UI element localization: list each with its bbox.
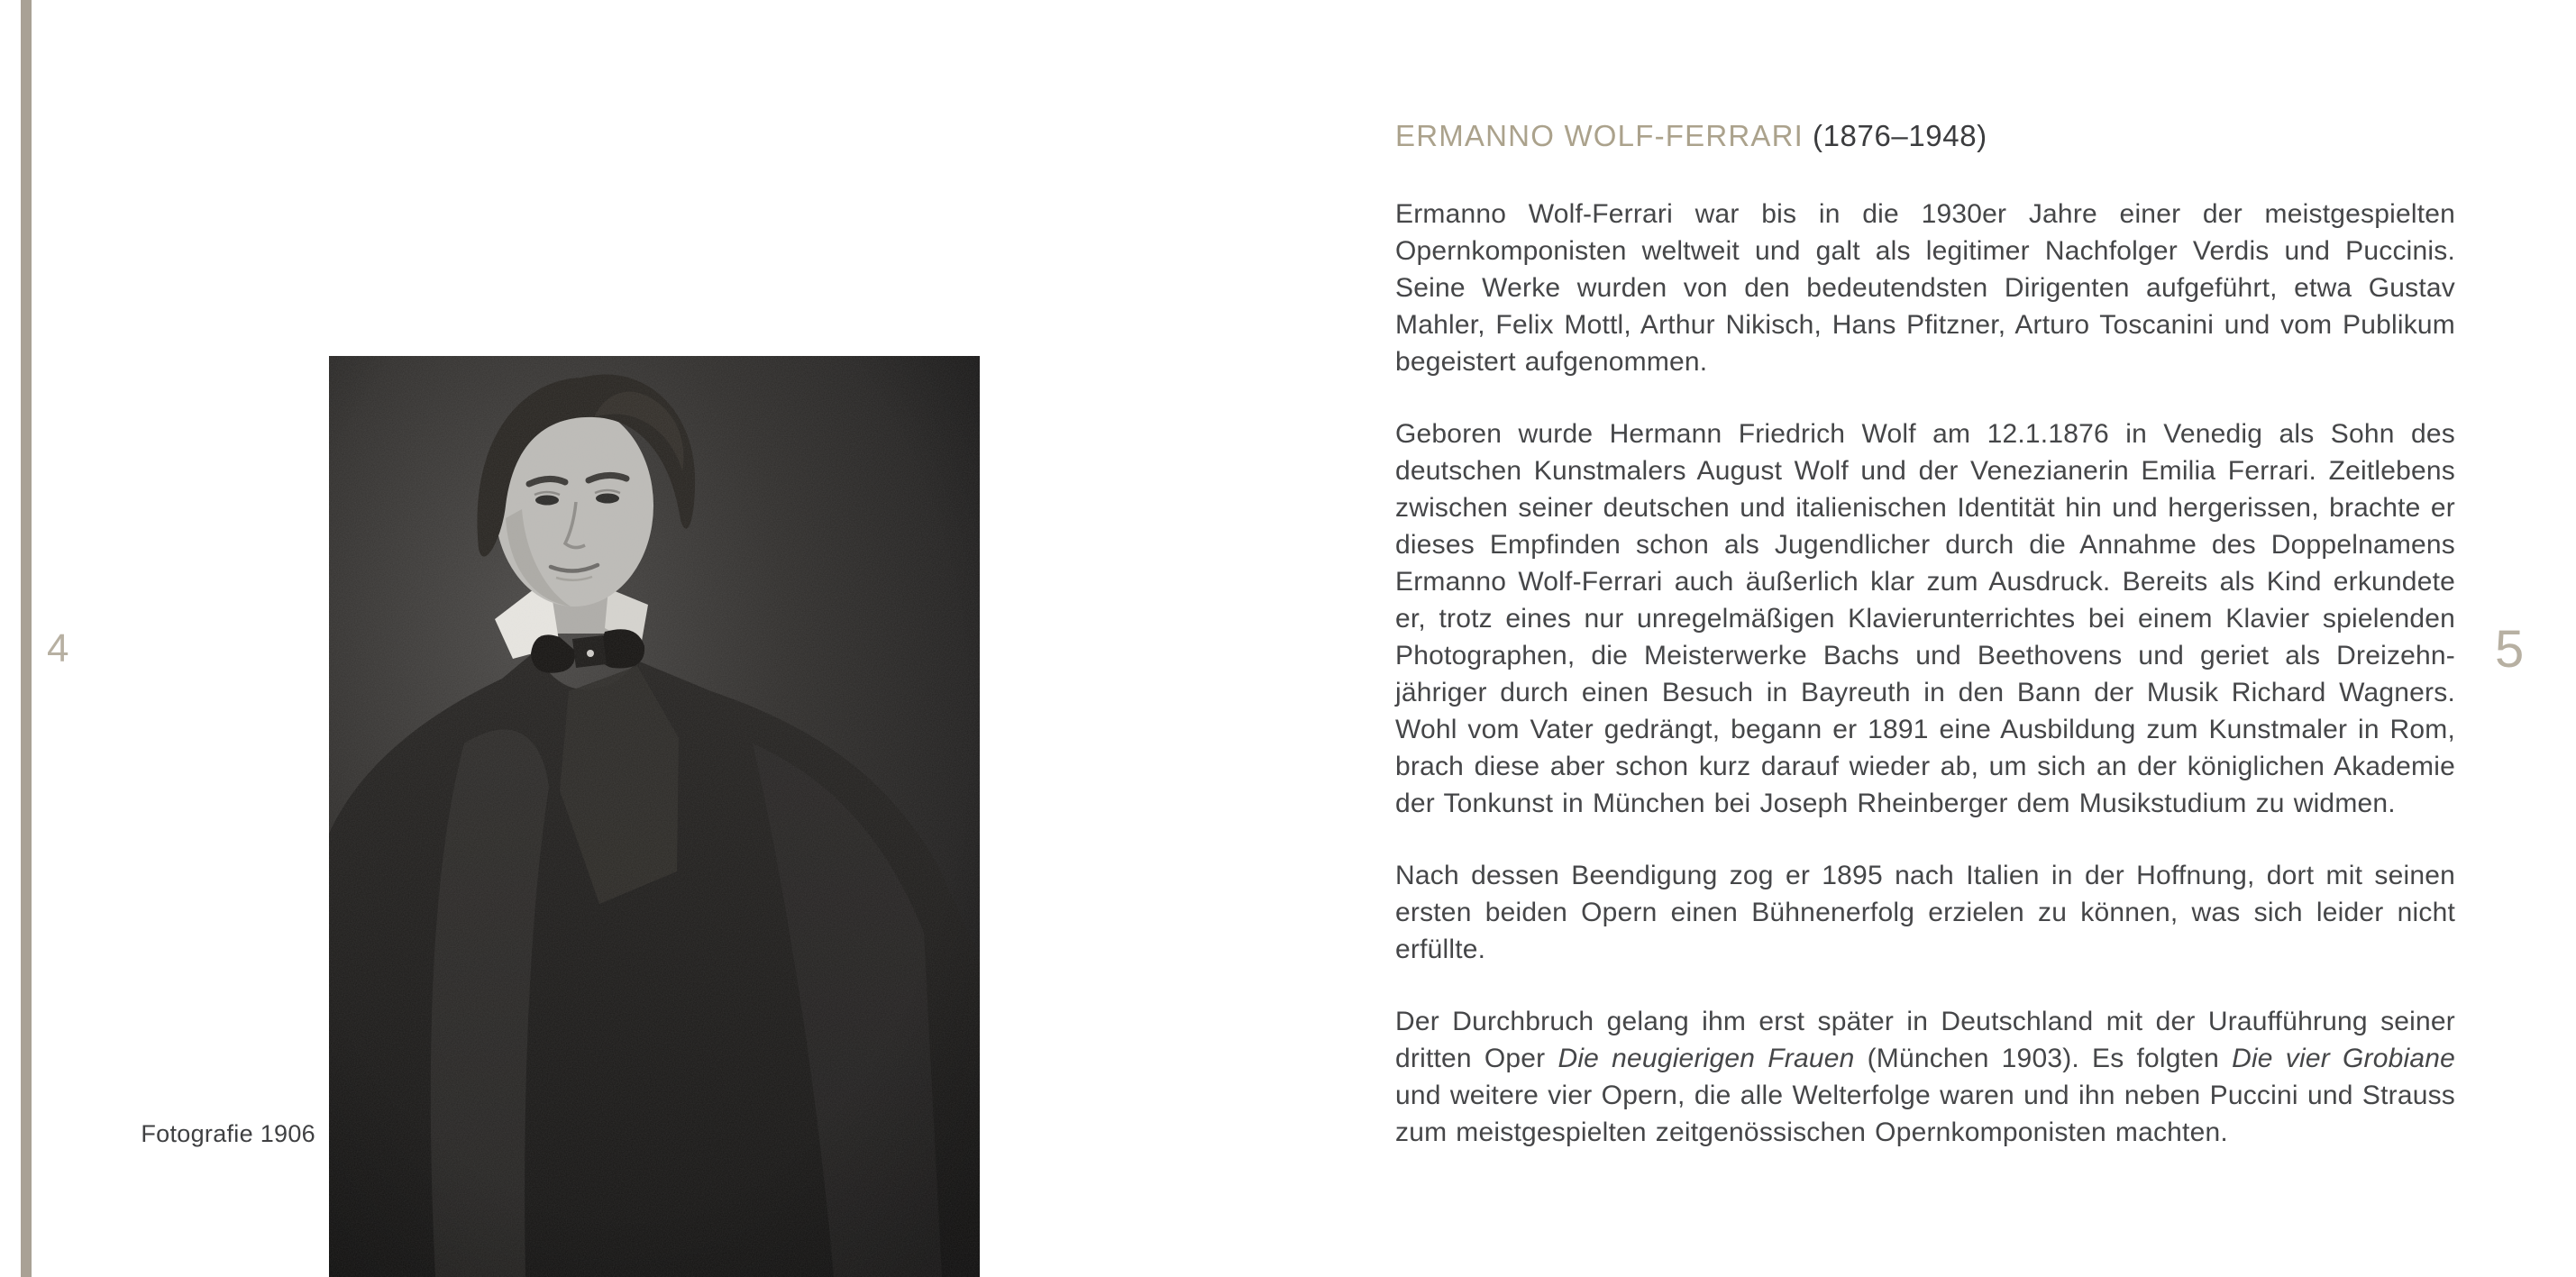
paragraph-4-text: Der Durchbruch gelang ihm erst später in Deutschland mit der Uraufführung seiner dritten Oper	[1395, 1007, 2455, 1073]
portrait-photo-image	[329, 356, 980, 1277]
paragraph-4-text: (München 1903). Es folgten	[1854, 1044, 2233, 1073]
page-title	[1395, 118, 2455, 154]
biography-paragraph-2: Geboren wurde Hermann Friedrich Wolf am 12.1.1876 in Venedig als Sohn des deutschen Kunstmalers August Wolf und der Venezianerin Emilia Ferrari. Zeitlebens zwischen seiner deutschen und italienischen Identität hin und hergerissen, brachte er dieses Empfinden schon als Jugendlicher durch die Annahme des Doppelnamens Ermanno Wolf-Ferrari auch äußerlich klar zum Ausdruck. Bereits als Kind erkundete er, trotz eines nur unregelmäßigen Klavierunterrichtes bei einem Klavier spielenden Photographen, die Meisterwerke Bachs und Beethovens und geriet als Dreizehn-jähriger durch einen Besuch in Bayreuth in den Bann der Musik Richard Wagners. Wohl vom Vater gedrängt, begann er 1891 eine Ausbildung zum Kunstmaler in Rom, brach diese aber schon kurz darauf wieder ab, um sich an der königlichen Akademie der Tonkunst in München bei Joseph Rheinberger dem Musikstudium zu widmen.	[1395, 419, 2455, 818]
page-number-right: 5	[2495, 620, 2525, 679]
page-title-dates: (1876–1948)	[1813, 119, 1987, 152]
biography-paragraph-4	[1395, 1003, 2455, 1151]
photo-caption: Fotografie 1906	[141, 1120, 315, 1147]
biography-paragraph-1: Ermanno Wolf-Ferrari war bis in die 1930er Jahre einer der meistgespielten Opernkomponisten weltweit und galt als legitimer Nachfolger Verdis und Puccinis. Seine Werke wurden von den bedeutendsten Dirigenten aufgeführt, etwa Gustav Mahler, Felix Mottl, Arthur Nikisch, Hans Pfitzner, Arturo Toscanini und vom Publikum begeistert aufgenommen.	[1395, 199, 2455, 377]
biography-column	[1395, 118, 2455, 1186]
biography-paragraph-3: Nach dessen Beendigung zog er 1895 nach Italien in der Hoffnung, dort mit seinen ersten beiden Opern einen Bühnenerfolg erzielen zu können, was sich leider nicht erfüllte.	[1395, 861, 2455, 964]
paragraph-4-text: und weitere vier Opern, die alle Welterfolge waren und ihn neben Puccini und Strauss zum meistgespielten zeitgenössischen Opernkomponisten machten.	[1395, 1081, 2455, 1147]
page-title-name: ERMANNO WOLF-FERRARI	[1395, 119, 1804, 152]
portrait-photo	[329, 356, 980, 1277]
page-number-left: 4	[47, 626, 69, 670]
spine-bar	[21, 0, 32, 1277]
opera-title-die-vier-grobiane: Die vier Grobiane	[2232, 1044, 2456, 1073]
opera-title-die-neugierigen-frauen: Die neugierigen Frauen	[1557, 1044, 1855, 1073]
